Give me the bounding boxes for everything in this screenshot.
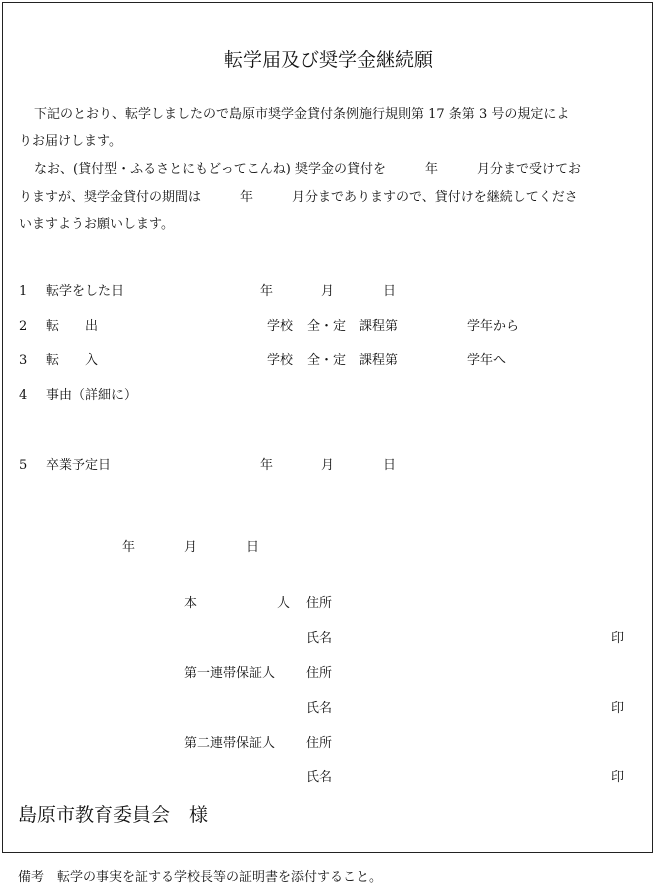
item-5-month: 月	[321, 458, 335, 473]
paragraph-2-line-2: りますが、奨学金貸付の期間は 年 月分までありますので、貸付けを継続してくださ	[19, 190, 578, 205]
signer-self-role-a: 本	[184, 596, 198, 611]
signer-self-address: 住所	[306, 596, 333, 611]
item-2-label: 転 出	[46, 319, 99, 334]
signer-self-seal: 印	[611, 631, 625, 646]
date-day: 日	[246, 540, 260, 555]
signer-self-name: 氏名	[306, 631, 333, 646]
paragraph-1-line-1: 下記のとおり、転学しましたので島原市奨学金貸付条例施行規則第 17 条第 3 号の規定によ	[34, 107, 570, 122]
date-month: 月	[184, 540, 198, 555]
signer-guarantor-2-seal: 印	[611, 770, 625, 785]
item-1-year: 年	[260, 284, 274, 299]
document-title: 転学届及び奨学金継続願	[223, 49, 433, 71]
signer-guarantor-1-address: 住所	[306, 666, 333, 681]
item-5-year: 年	[260, 458, 274, 473]
item-3-katei: 課程第	[359, 353, 399, 368]
item-5-label: 卒業予定日	[46, 458, 112, 473]
item-3-label: 転 入	[46, 353, 99, 368]
item-3-course: 全・定	[307, 353, 347, 368]
item-1-day: 日	[383, 284, 397, 299]
signer-guarantor-2-name: 氏名	[306, 770, 333, 785]
signer-guarantor-1-name: 氏名	[306, 701, 333, 716]
signer-guarantor-1-role: 第一連帯保証人	[184, 666, 276, 681]
paragraph-2-line-1: なお、(貸付型・ふるさとにもどってこんね) 奨学金の貸付を 年 月分まで受けてお	[34, 162, 582, 177]
item-3-number: 3	[19, 353, 28, 368]
item-4-number: 4	[19, 388, 28, 403]
item-5-day: 日	[383, 458, 397, 473]
date-year: 年	[122, 540, 136, 555]
item-2-katei: 課程第	[359, 319, 399, 334]
note: 備考 転学の事実を証する学校長等の証明書を添付すること。	[18, 870, 383, 885]
item-4-label: 事由（詳細に）	[46, 388, 138, 403]
item-2-course: 全・定	[307, 319, 347, 334]
item-1-label: 転学をした日	[46, 284, 125, 299]
paragraph-1-line-2: りお届けします。	[19, 134, 122, 149]
item-3-school: 学校	[267, 353, 294, 368]
signer-guarantor-1-seal: 印	[611, 701, 625, 716]
signer-guarantor-2-address: 住所	[306, 736, 333, 751]
item-1-month: 月	[321, 284, 335, 299]
item-2-school: 学校	[267, 319, 294, 334]
paragraph-2-line-3: いますようお願いします。	[19, 217, 174, 232]
signer-guarantor-2-role: 第二連帯保証人	[184, 736, 276, 751]
signer-self-role-b: 人	[277, 596, 291, 611]
item-5-number: 5	[19, 458, 28, 473]
item-2-number: 2	[19, 319, 28, 334]
item-1-number: 1	[19, 284, 28, 299]
item-2-grade: 学年から	[467, 319, 520, 334]
addressee: 島原市教育委員会 様	[18, 804, 209, 826]
form-frame	[2, 2, 653, 853]
item-3-grade: 学年へ	[467, 353, 507, 368]
